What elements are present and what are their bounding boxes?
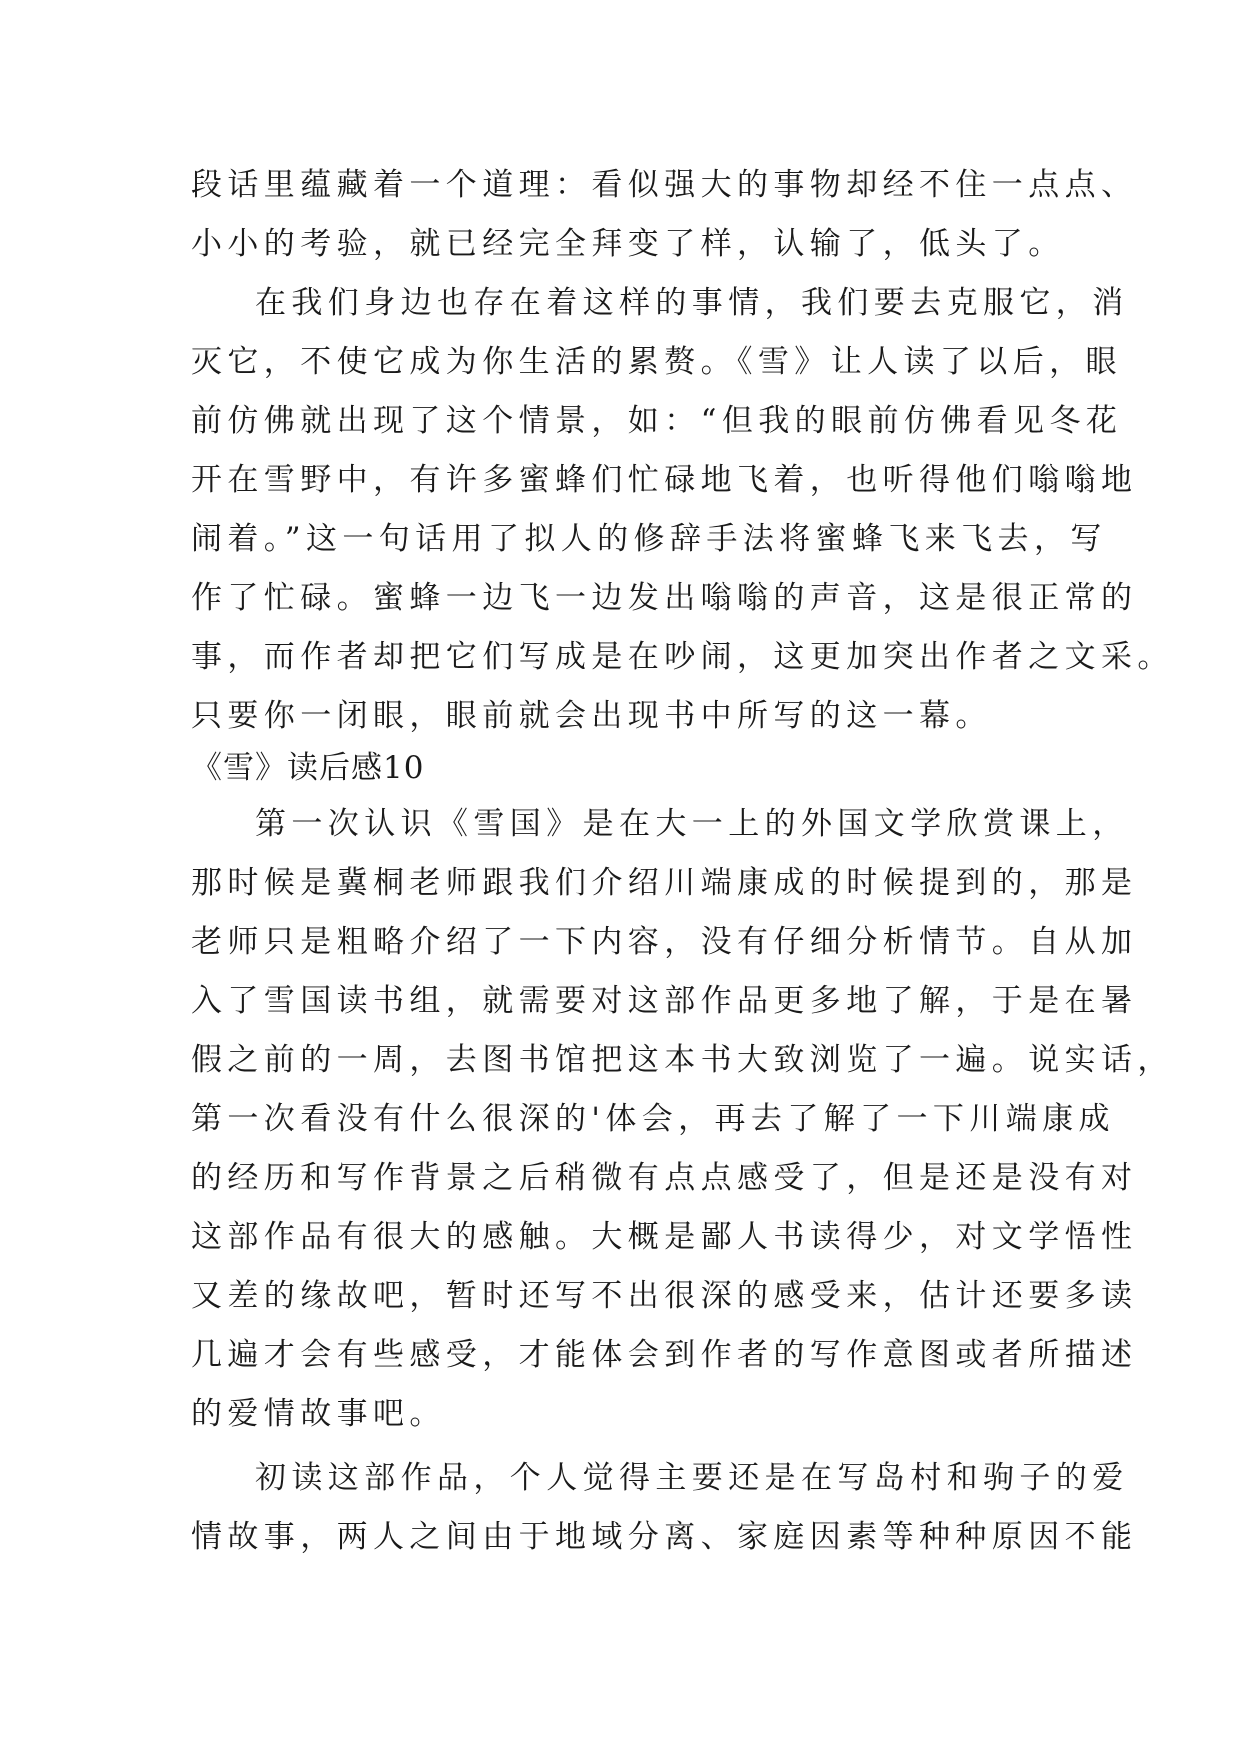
text-line: 老师只是粗略介绍了一下内容，没有仔细分析情节。自从加: [191, 924, 1138, 960]
paragraph-start-line: 第一次认识《雪国》是在大一上的外国文学欣赏课上，: [255, 806, 1129, 842]
text-line: 的爱情故事吧。: [191, 1396, 446, 1432]
text-line: 段话里蕴藏着一个道理：看似强大的事物却经不住一点点、: [191, 167, 1138, 203]
section-heading: 《雪》读后感10: [191, 750, 425, 786]
paragraph-start-line: 初读这部作品，个人觉得主要还是在写岛村和驹子的爱: [255, 1460, 1129, 1496]
text-line: 的经历和写作背景之后稍微有点点感受了，但是还是没有对: [191, 1160, 1138, 1196]
text-line: 入了雪国读书组，就需要对这部作品更多地了解，于是在暑: [191, 983, 1138, 1019]
paragraph-start-line: 在我们身边也存在着这样的事情，我们要去克服它，消: [255, 285, 1129, 321]
text-line: 第一次看没有什么很深的'体会，再去了解了一下川端康成: [191, 1101, 1115, 1137]
text-line: 闹着。”这一句话用了拟人的修辞手法将蜜蜂飞来飞去，写: [191, 521, 1107, 557]
text-line: 灭它，不使它成为你生活的累赘。《雪》让人读了以后，眼: [191, 344, 1122, 380]
text-line: 前仿佛就出现了这个情景，如：“但我的眼前仿佛看见冬花: [191, 403, 1123, 439]
text-line: 只要你一闭眼，眼前就会出现书中所写的这一幕。: [191, 698, 992, 734]
text-line: 这部作品有很大的感触。大概是鄙人书读得少，对文学悟性: [191, 1219, 1138, 1255]
text-line: 开在雪野中，有许多蜜蜂们忙碌地飞着，也听得他们嗡嗡地: [191, 462, 1138, 498]
text-line: 作了忙碌。蜜蜂一边飞一边发出嗡嗡的声音，这是很正常的: [191, 580, 1138, 616]
text-line: 又差的缘故吧，暂时还写不出很深的感受来，估计还要多读: [191, 1278, 1138, 1314]
text-line: 那时候是冀桐老师跟我们介绍川端康成的时候提到的，那是: [191, 865, 1138, 901]
text-line: 情故事，两人之间由于地域分离、家庭因素等种种原因不能: [191, 1519, 1138, 1555]
text-line: 假之前的一周，去图书馆把这本书大致浏览了一遍。说实话，: [191, 1042, 1174, 1078]
text-line: 事，而作者却把它们写成是在吵闹，这更加突出作者之文采。: [191, 639, 1174, 675]
text-line: 几遍才会有些感受，才能体会到作者的写作意图或者所描述: [191, 1337, 1138, 1373]
text-line: 小小的考验，就已经完全拜变了样，认输了，低头了。: [191, 226, 1065, 262]
